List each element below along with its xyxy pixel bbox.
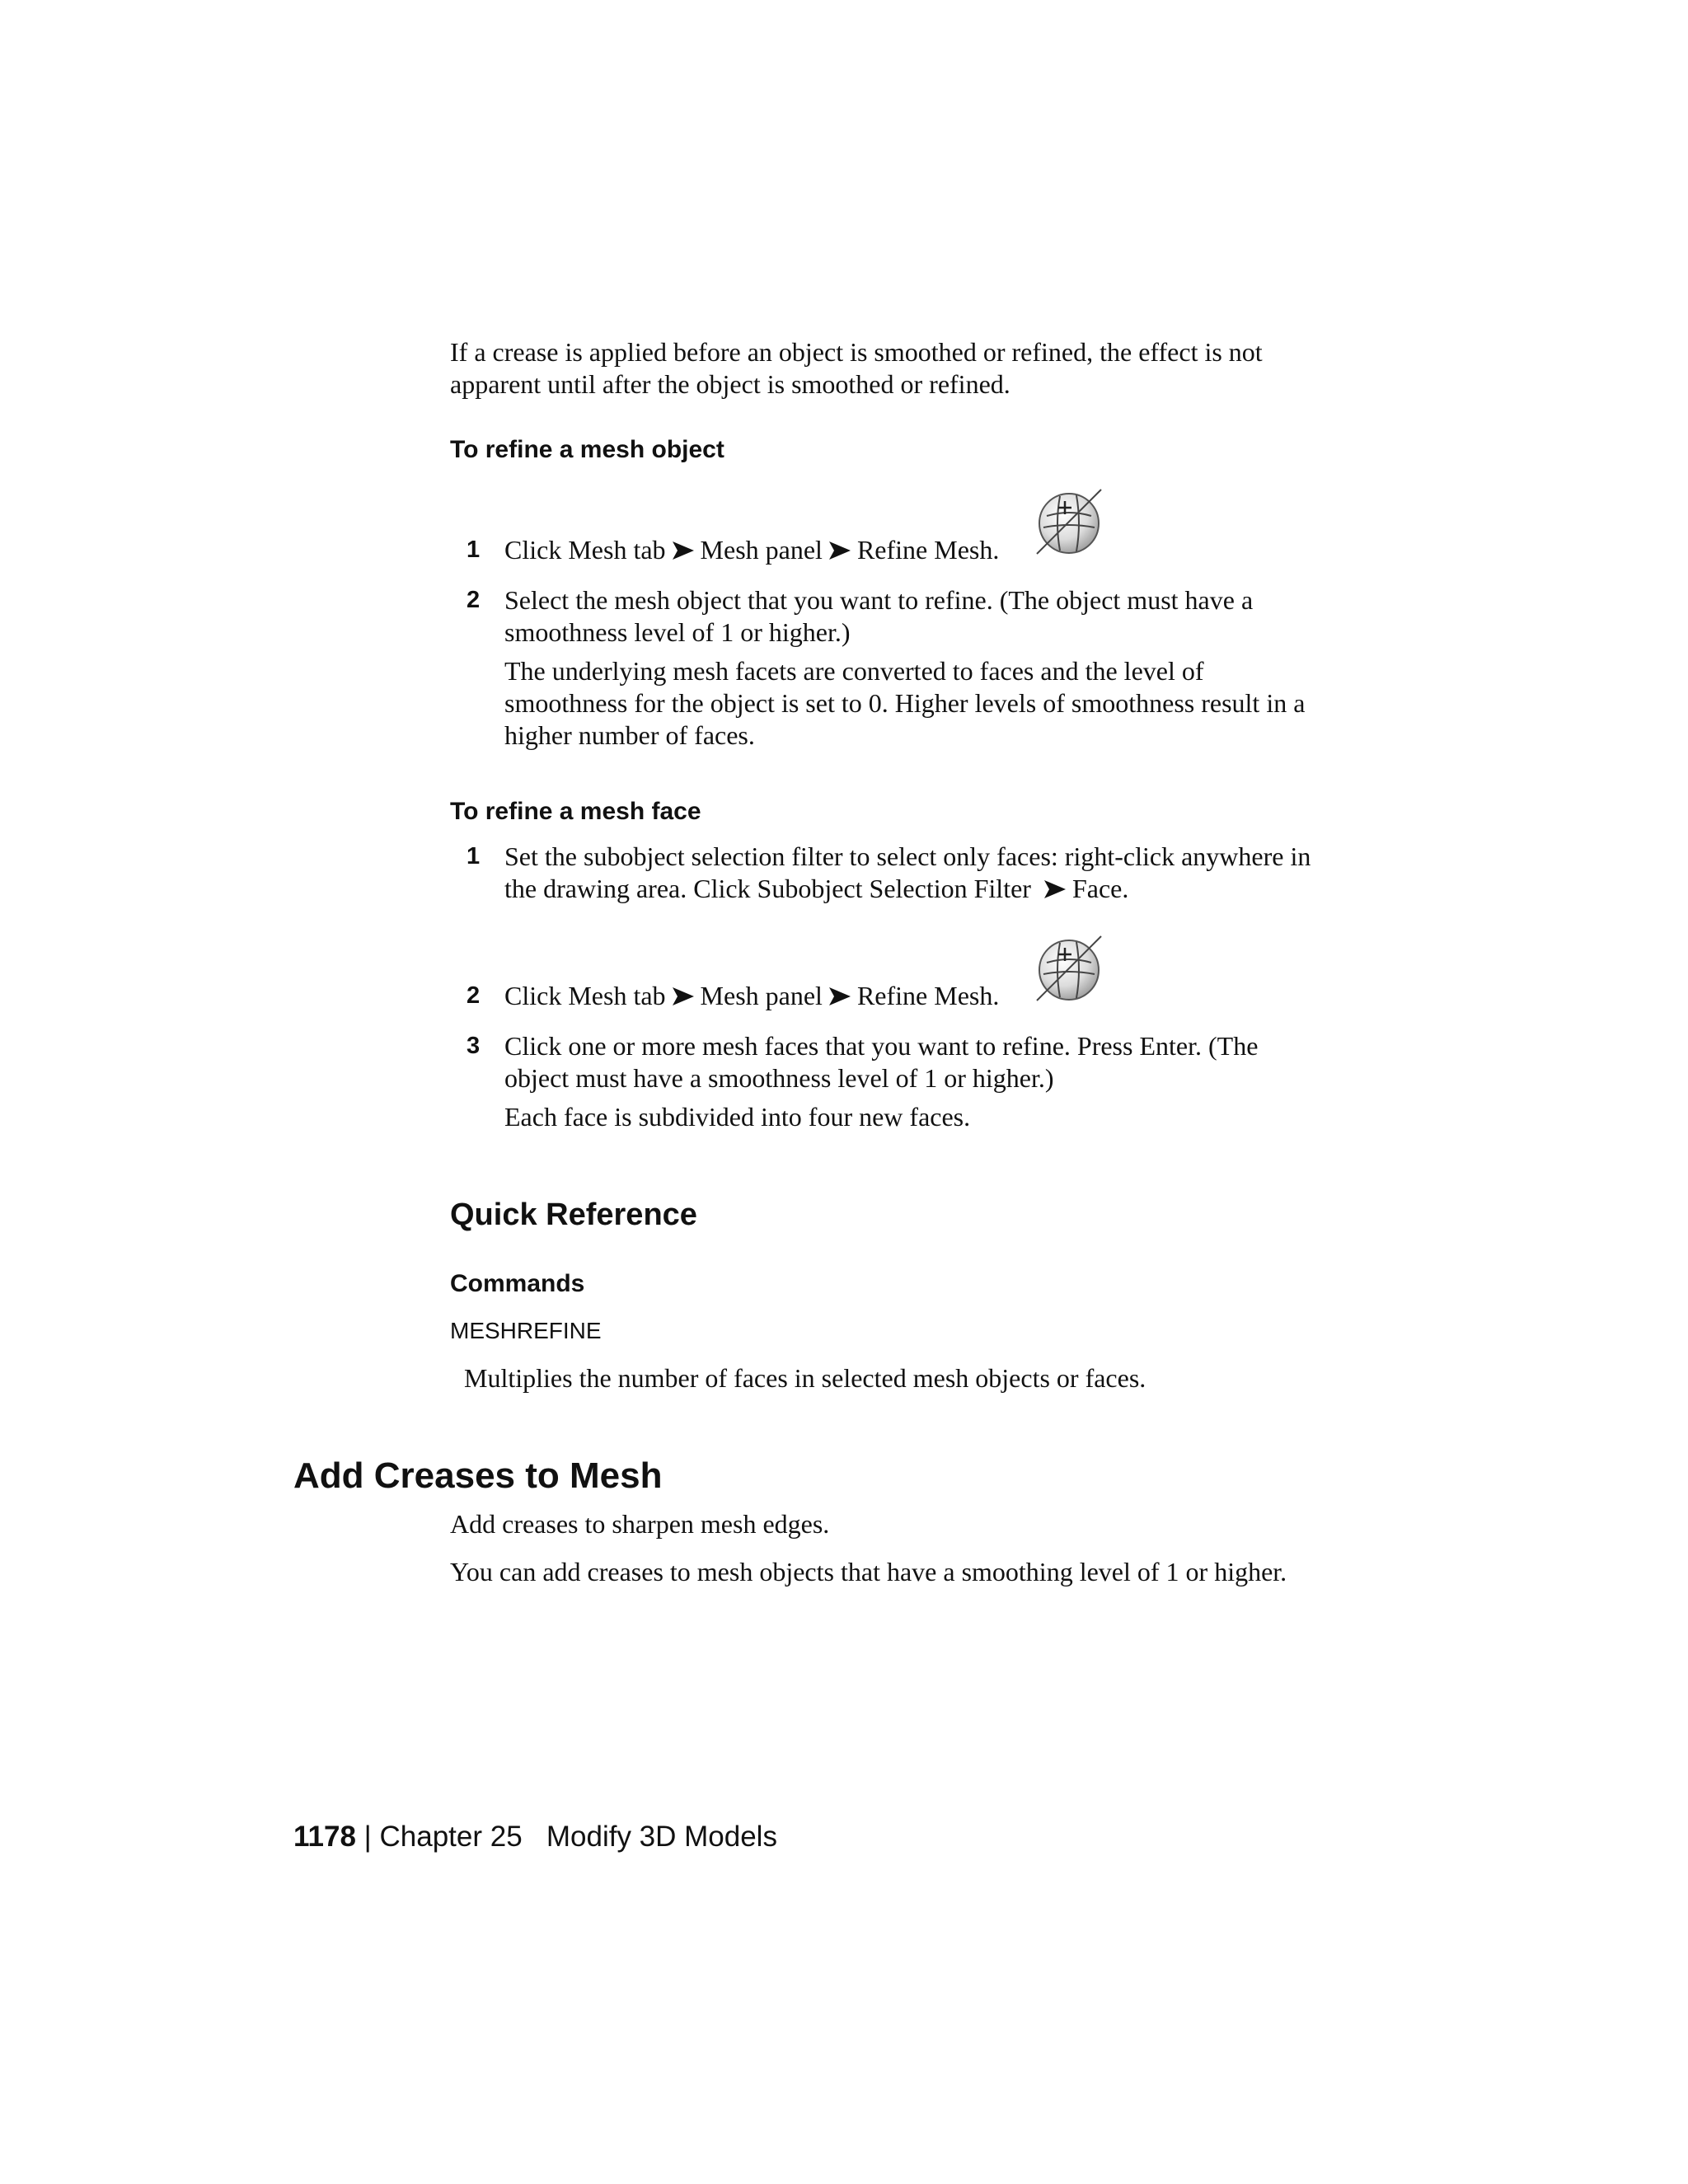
page-number: 1178 [293, 1821, 356, 1853]
step-text-part: Click Mesh tab [504, 535, 666, 565]
step-text: Click one or more mesh faces that you want to refine. Press Enter. (The object must have a smoothness level of 1 or higher.) [504, 1031, 1259, 1093]
arrow-icon [829, 541, 851, 560]
arrow-icon [673, 987, 694, 1005]
step-number: 2 [467, 982, 481, 1009]
step-result: Each face is subdivided into four new faces. [504, 1102, 971, 1132]
command-description: Multiplies the number of faces in selected mesh objects or faces. [464, 1363, 1146, 1393]
commands-heading: Commands [450, 1270, 585, 1297]
footer-chapter-title: Modify 3D Models [546, 1821, 777, 1853]
quick-reference-heading: Quick Reference [450, 1197, 697, 1232]
step-number: 1 [467, 843, 481, 869]
step-text-part: Click Mesh tab [504, 981, 666, 1010]
refine-mesh-icon [1032, 931, 1106, 1005]
step-number: 2 [467, 587, 481, 613]
arrow-icon [1044, 880, 1066, 898]
step-text-part: Mesh panel [700, 981, 823, 1010]
page-footer [293, 1820, 777, 1854]
step-text-part: Refine Mesh. [856, 981, 1000, 1010]
section-title: Add Creases to Mesh [293, 1455, 663, 1496]
command-name: MESHREFINE [450, 1318, 602, 1343]
step-text: Select the mesh object that you want to refine. (The object must have a smoothness level of 1 or higher.) [504, 585, 1254, 647]
step-text-part: Set the subobject selection filter to select only faces: right-click anywhere in the drawing area. Click Subobject Selection Filter [504, 841, 1311, 903]
step-text [504, 980, 1032, 1012]
step-text-part: Mesh panel [700, 535, 823, 565]
step-text-part: Face. [1071, 874, 1129, 903]
step-result: The underlying mesh facets are converted to faces and the level of smoothness for the object is set to 0. Higher levels of smoothness result in a higher number of faces. [504, 656, 1306, 750]
step-text [504, 841, 1329, 905]
section-summary: Add creases to sharpen mesh edges. [450, 1509, 830, 1539]
arrow-icon [829, 987, 851, 1005]
step-text [504, 534, 1032, 566]
step-number: 3 [467, 1033, 481, 1059]
step-text-part: Refine Mesh. [856, 535, 1000, 565]
procedure-heading-refine-face: To refine a mesh face [450, 798, 701, 825]
arrow-icon [673, 541, 694, 560]
footer-chapter: Chapter 25 [379, 1821, 523, 1853]
refine-mesh-icon [1032, 485, 1106, 559]
intro-paragraph: If a crease is applied before an object is smoothed or refined, the effect is not apparent until after the object is smoothed or refined. [450, 337, 1263, 399]
section-body: You can add creases to mesh objects that have a smoothing level of 1 or higher. [450, 1557, 1287, 1586]
footer-separator: | [363, 1821, 372, 1853]
procedure-heading-refine-object: To refine a mesh object [450, 436, 724, 463]
step-number: 1 [467, 537, 481, 563]
